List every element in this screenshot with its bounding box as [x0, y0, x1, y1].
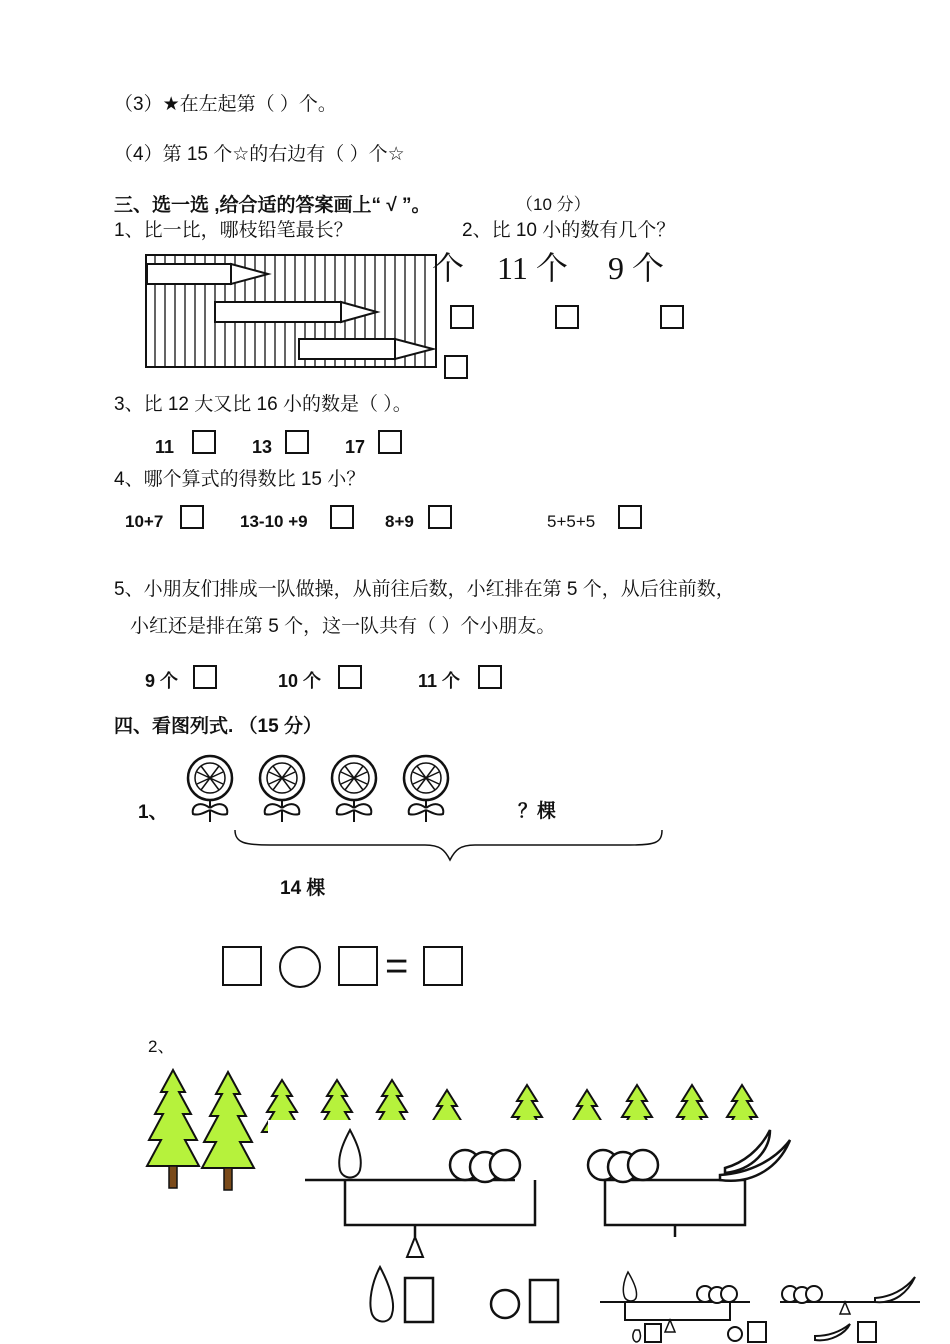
sunflower-1 — [188, 756, 232, 822]
p2-option-2: 11 个 — [497, 250, 568, 286]
apples-icon-2 — [588, 1150, 658, 1182]
p3-option-1: 11 — [155, 437, 175, 457]
p4-checkbox-1[interactable] — [180, 505, 204, 529]
p2-option-1: 个 — [432, 250, 465, 286]
sunflower-3 — [332, 756, 376, 822]
p2-option-3: 9 个 — [608, 250, 665, 286]
answer-box-tiny-3[interactable] — [858, 1322, 876, 1342]
p3-checkbox-1[interactable] — [192, 430, 216, 454]
p4-checkbox-3[interactable] — [428, 505, 452, 529]
sunflowers-figure — [180, 745, 470, 825]
p1-checkbox[interactable] — [444, 355, 468, 379]
s4-p1-question: ？棵 — [518, 801, 557, 822]
s4-p2-label: 2、 — [148, 1037, 175, 1056]
tree-1 — [147, 1070, 199, 1188]
p4-option-4: 5+5+5 — [547, 512, 596, 531]
p4-option-2: 13-10 +9 — [240, 512, 308, 531]
equation-box-1[interactable] — [222, 946, 262, 986]
tree-2 — [202, 1072, 254, 1190]
p5-option-2: 10 个 — [278, 671, 322, 691]
p2-checkbox-1[interactable] — [450, 305, 474, 329]
section-4-title: 四、看图列式. （15 分） — [114, 716, 322, 737]
p5-option-1: 9 个 — [145, 671, 179, 691]
operator-circle[interactable] — [279, 946, 321, 988]
equation-box-3[interactable] — [423, 946, 463, 986]
balance-scale-large — [285, 1125, 805, 1265]
question-4: （4）第 15 个☆的右边有（ ）个☆ — [114, 144, 405, 165]
p5-checkbox-1[interactable] — [193, 665, 217, 689]
pencils-figure — [143, 250, 443, 370]
p4-checkbox-4[interactable] — [618, 505, 642, 529]
question-3: （3）★在左起第（ ）个。 — [114, 94, 337, 115]
apples-icon-tiny — [697, 1286, 737, 1303]
bananas-icon-tiny — [875, 1277, 915, 1302]
p5-checkbox-3[interactable] — [478, 665, 502, 689]
curly-brace — [230, 825, 670, 865]
section-3-score: （10 分） — [516, 195, 591, 214]
p4-option-1: 10+7 — [125, 512, 164, 531]
bananas-icon — [720, 1130, 790, 1181]
bottom-items — [360, 1262, 900, 1342]
s4-p1-total: 14 棵 — [280, 878, 326, 899]
p2-checkbox-2[interactable] — [555, 305, 579, 329]
apples-icon — [450, 1150, 520, 1182]
pear-icon-small — [370, 1267, 393, 1322]
apple-icon-small — [491, 1290, 519, 1318]
p3-checkbox-2[interactable] — [285, 430, 309, 454]
problem-5-line-2: 小红还是排在第 5 个，这一队共有（ ）个小朋友。 — [130, 616, 556, 637]
pear-icon-tiny — [623, 1272, 636, 1301]
problem-1-text: 1、比一比，哪枝铅笔最长？ — [114, 220, 353, 241]
apples-icon-tiny-2 — [782, 1286, 822, 1303]
p5-checkbox-2[interactable] — [338, 665, 362, 689]
p4-option-3: 8+9 — [385, 512, 414, 531]
section-3-title: 三、选一选 ,给合适的答案画上“ √ ”。 — [114, 195, 431, 216]
p3-option-3: 17 — [345, 437, 366, 457]
p3-checkbox-3[interactable] — [378, 430, 402, 454]
problem-4-text: 4、哪个算式的得数比 15 小？ — [114, 469, 366, 490]
problem-3-text: 3、比 12 大又比 16 小的数是（ ）。 — [114, 394, 412, 415]
answer-box-tiny-1[interactable] — [645, 1324, 661, 1342]
sunflower-4 — [404, 756, 448, 822]
answer-box-pear[interactable] — [405, 1278, 433, 1322]
pencil-2 — [215, 302, 377, 322]
sunflower-2 — [260, 756, 304, 822]
answer-box-apple[interactable] — [530, 1280, 558, 1322]
s4-p1-label: 1、 — [138, 802, 168, 823]
p3-option-2: 13 — [252, 437, 273, 457]
pear-icon — [339, 1130, 361, 1178]
problem-5-line-1: 5、小朋友们排成一队做操，从前往后数，小红排在第 5 个，从后往前数， — [114, 579, 735, 600]
p5-option-3: 11 个 — [418, 671, 461, 691]
p4-checkbox-2[interactable] — [330, 505, 354, 529]
equation-box-2[interactable] — [338, 946, 378, 986]
p2-checkbox-3[interactable] — [660, 305, 684, 329]
answer-box-tiny-2[interactable] — [748, 1322, 766, 1342]
problem-2-text: 2、比 10 小的数有几个？ — [462, 220, 676, 241]
equals-sign: = — [385, 944, 409, 988]
